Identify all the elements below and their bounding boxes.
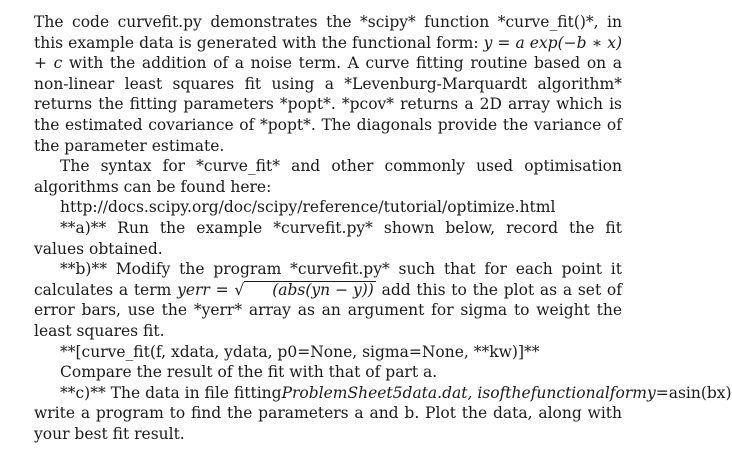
part-c-text-start: **c)** The data in file fitting [60, 383, 282, 402]
part-b-paragraph [34, 259, 622, 341]
part-b-text-end: add this to the plot as a set of error bars, use the *yerr* array as an argument for sigma to weight the least squares fit. [34, 280, 622, 340]
paragraph-curvefit-intro [34, 12, 622, 156]
paragraph-syntax: The syntax for *curve_fit* and other commonly used optimisation algorithms can be found here: [34, 157, 622, 196]
intro-text-start: The code curvefit.py demonstrates the *scipy* function *curve_fit()*, in this example data is generated with the functional form: [34, 13, 622, 52]
compare-results-line: Compare the result of the fit with that of part a. [60, 363, 438, 382]
part-b-text-start: **b)** Modify the program *curvefit.py* such that for each point it calculates a term [34, 260, 622, 299]
functional-form-formula: y = a exp(−b ∗ x) + c [34, 33, 622, 73]
sqrt-symbol: √ [234, 280, 245, 299]
part-c-garbled-math: ProblemSheet5data.dat, isofthefunctionalformy [281, 383, 656, 402]
yerr-formula-lhs: yerr = [177, 280, 235, 299]
scipy-url-link[interactable]: http://docs.scipy.org/doc/scipy/reference/tutorial/optimize.html [60, 198, 556, 217]
intro-text-end: with the addition of a noise term. A curve fitting routine based on a non-linear least squares fit using a *Levenburg-Marquardt algorithm* returns the fitting parameters *popt*. *pcov* returns a 2D array which is the estimated covariance of *popt*. The diagonals provide the variance of the parameter estimate. [34, 54, 622, 155]
yerr-formula-sqrt-argument: (abs(yn − y)) [244, 281, 376, 298]
curve-fit-signature-line: **[curve_fit(f, xdata, ydata, p0=None, sigma=None, **kw)]** [60, 342, 540, 361]
document-page [34, 12, 732, 444]
part-a-paragraph: **a)** Run the example *curvefit.py* shown below, record the fit values obtained. [34, 218, 622, 258]
part-c-formula: =asin(bx) [655, 383, 732, 402]
part-c-paragraph-continued: write a program to find the parameters a and b. Plot the data, along with your best fit result. [34, 404, 622, 443]
part-c-first-line [60, 383, 732, 404]
